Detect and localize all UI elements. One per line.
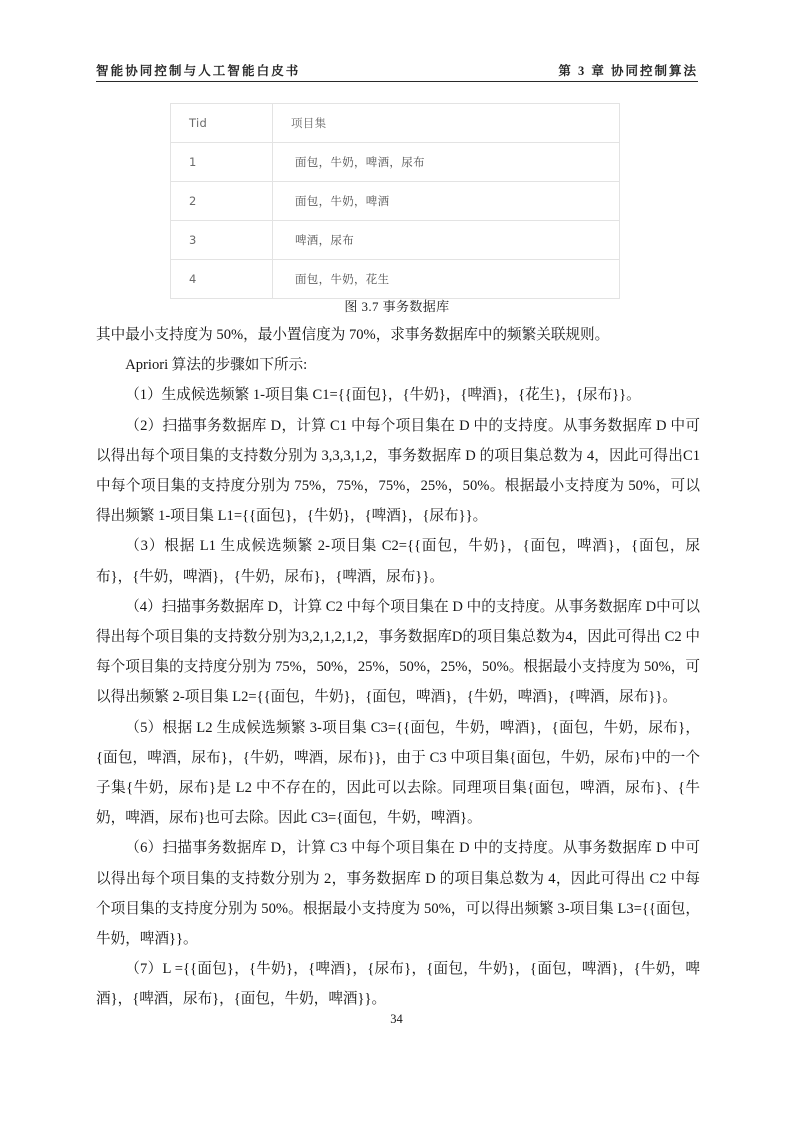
- paragraph-step-3: （3）根据 L1 生成候选频繁 2-项目集 C2={{面包，牛奶}，{面包，啤酒}，{面包，尿布}，{牛奶，啤酒}，{牛奶，尿布}，{啤酒，尿布}}。: [96, 538, 700, 585]
- header-chapter-title: 第 3 章 协同控制算法: [558, 63, 698, 78]
- page-number: 34: [390, 1012, 403, 1026]
- cell-itemset: 面包，牛奶，花生: [273, 260, 620, 299]
- paragraph-intro: 其中最小支持度为 50%，最小置信度为 70%，求事务数据库中的频繁关联规则。: [96, 327, 610, 343]
- paragraph-step-7: （7）L ={{面包}，{牛奶}，{啤酒}，{尿布}，{面包，牛奶}，{面包，啤酒}，{牛奶，啤酒}，{啤酒，尿布}，{面包，牛奶，啤酒}}。: [96, 961, 700, 1008]
- table-row: [171, 182, 620, 221]
- column-header-tid: Tid: [171, 104, 273, 143]
- cell-tid: 1: [171, 143, 273, 182]
- cell-tid: 4: [171, 260, 273, 299]
- paragraph-steps-lead: Apriori 算法的步骤如下所示:: [125, 357, 308, 374]
- table-row: [171, 143, 620, 182]
- paragraph-step-2: （2）扫描事务数据库 D，计算 C1 中每个项目集在 D 中的支持度。从事务数据库 D 中可以得出每个项目集的支持数分别为 3,3,3,1,2，事务数据库 D 的项目集总数为 4，因此可得出C1中每个项目集的支持度分别为 75%，75%，75%，25%，50%。根据最小支持度为 50%，可以得出频繁 1-项目集 L1={{面包}，{牛奶}，{啤酒}，{尿布}}。: [96, 417, 700, 525]
- column-header-itemset: 项目集: [273, 104, 620, 143]
- paragraph-step-1: （1）生成候选频繁 1-项目集 C1={{面包}，{牛奶}，{啤酒}，{花生}，{尿布}}。: [125, 387, 641, 404]
- cell-itemset: 面包，牛奶，啤酒: [273, 182, 620, 221]
- paragraph-step-6: （6）扫描事务数据库 D，计算 C3 中每个项目集在 D 中的支持度。从事务数据库 D 中可以得出每个项目集的支持数分别为 2，事务数据库 D 的项目集总数为 4，因此可得出 C2 中每个项目集的支持度分别为 50%。根据最小支持度为 50%，可以得出频繁 3-项目集 L3={{面包，牛奶，啤酒}}。: [96, 840, 700, 948]
- paragraph-step-4: （4）扫描事务数据库 D，计算 C2 中每个项目集在 D 中的支持度。从事务数据库 D中可以得出每个项目集的支持数分别为3,2,1,2,1,2，事务数据库D的项目集总数为4，因此可得出 C2 中每个项目集的支持度分别为 75%，50%，25%，50%，25%，50%。根据最小支持度为 50%，可以得出频繁 2-项目集 L2={{面包，牛奶}，{面包，啤酒}，{牛奶，啤酒}，{啤酒，尿布}}。: [96, 598, 700, 706]
- table-row: [171, 221, 620, 260]
- cell-tid: 3: [171, 221, 273, 260]
- cell-itemset: 啤酒，尿布: [273, 221, 620, 260]
- transaction-database-figure: [170, 103, 619, 299]
- header-book-title: 智能协同控制与人工智能白皮书: [96, 63, 301, 78]
- paragraph-step-5: （5）根据 L2 生成候选频繁 3-项目集 C3={{面包，牛奶，啤酒}，{面包，牛奶，尿布}，{面包，啤酒，尿布}，{牛奶，啤酒，尿布}}，由于 C3 中项目集{面包，牛奶，尿布}中的一个子集{牛奶，尿布}是 L2 中不存在的，因此可以去除。同理项目集{面包，啤酒，尿布}、{牛奶，啤酒，尿布}也可去除。因此 C3={面包，牛奶，啤酒}。: [96, 719, 700, 827]
- figure-caption: 图 3.7 事务数据库: [344, 299, 450, 314]
- table-row: [171, 260, 620, 299]
- cell-tid: 2: [171, 182, 273, 221]
- running-header: [96, 52, 698, 82]
- transaction-table: [170, 103, 620, 299]
- table-header-row: [171, 104, 620, 143]
- body-content: [96, 320, 700, 1015]
- cell-itemset: 面包，牛奶，啤酒，尿布: [273, 143, 620, 182]
